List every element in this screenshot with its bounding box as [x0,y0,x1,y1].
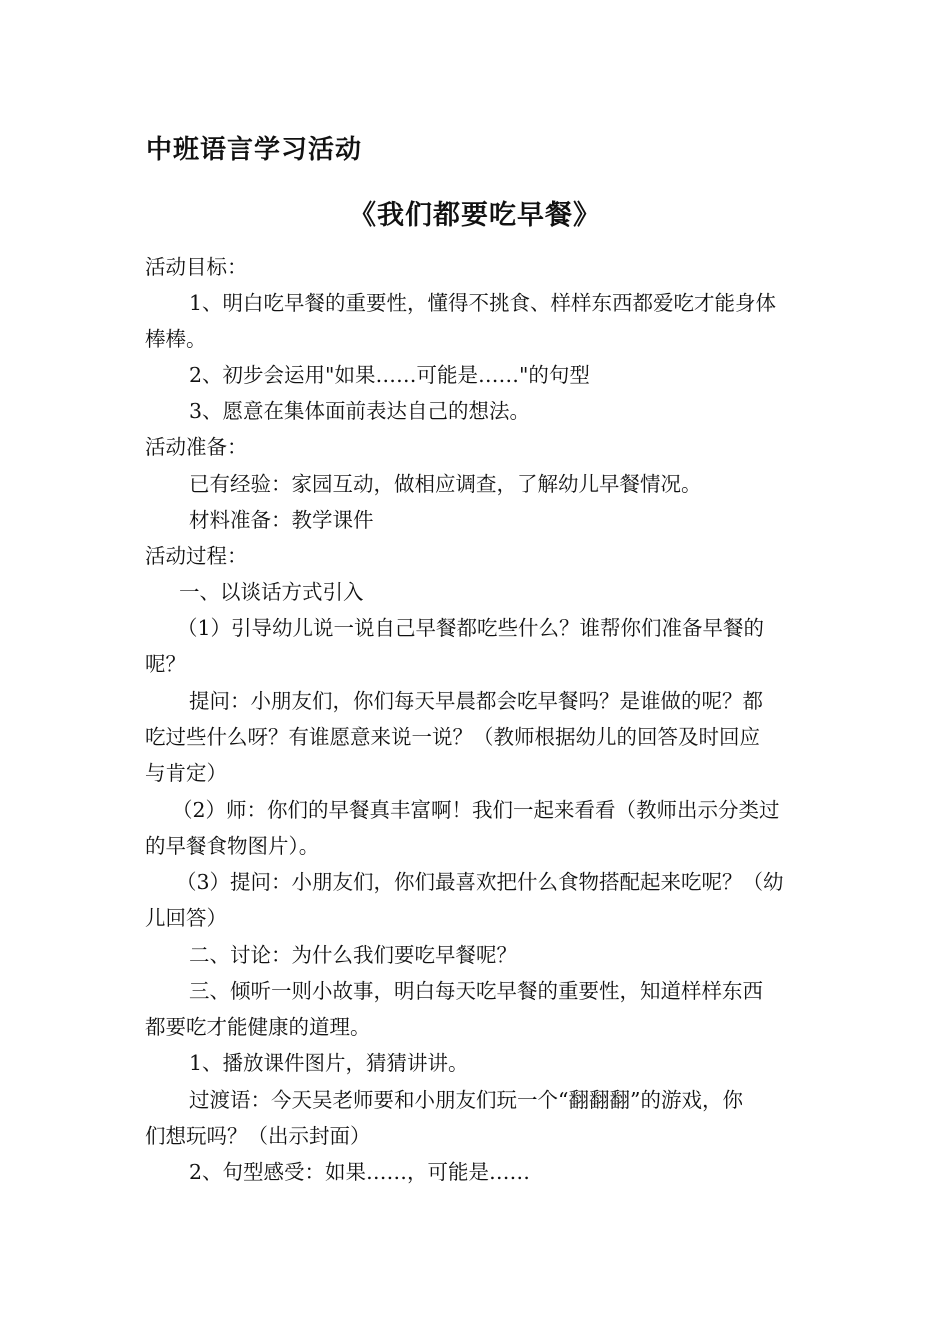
paragraph-line: 们想玩吗？（出示封面） [145,1124,371,1148]
paragraph-line: （1）引导幼儿说一说自己早餐都吃些什么？谁帮你们准备早餐的 [177,616,765,640]
paragraph-line: 的早餐食物图片）。 [145,834,320,858]
paragraph-line: 过渡语：今天吴老师要和小朋友们玩一个“翻翻翻”的游戏，你 [189,1088,743,1112]
paragraph-line: 儿回答） [145,906,227,930]
document-title: 《我们都要吃早餐》 [349,200,601,231]
paragraph-line: 提问：小朋友们，你们每天早晨都会吃早餐吗？是谁做的呢？都 [189,689,763,713]
document-heading: 中班语言学习活动 [146,135,363,165]
section-heading-goals: 活动目标： [145,255,248,279]
paragraph-line: 都要吃才能健康的道理。 [145,1015,371,1039]
paragraph-line: 材料准备：教学课件 [189,508,374,532]
paragraph-line: 已有经验：家园互动，做相应调查，了解幼儿早餐情况。 [189,472,702,496]
paragraph-line: 一、以谈话方式引入 [179,580,364,604]
section-heading-process: 活动过程： [145,544,248,568]
paragraph-line: 1、明白吃早餐的重要性，懂得不挑食、样样东西都爱吃才能身体 [189,291,777,315]
paragraph-line: 呢？ [145,652,186,676]
paragraph-line: 2、句型感受：如果……，可能是…… [189,1160,531,1184]
paragraph-line: 棒棒。 [145,327,207,351]
section-heading-preparation: 活动准备： [145,435,248,459]
paragraph-line: 3、愿意在集体面前表达自己的想法。 [189,399,531,423]
paragraph-line: 1、播放课件图片，猜猜讲讲。 [189,1051,469,1075]
paragraph-line: 二、讨论：为什么我们要吃早餐呢？ [189,943,517,967]
paragraph-line: 吃过些什么呀？有谁愿意来说一说？（教师根据幼儿的回答及时回应 [145,725,760,749]
paragraph-line: （2）师：你们的早餐真丰富啊！我们一起来看看（教师出示分类过 [172,798,780,822]
paragraph-line: （3）提问：小朋友们，你们最喜欢把什么食物搭配起来吃呢？（幼 [176,870,784,894]
paragraph-line: 与肯定） [145,761,227,785]
paragraph-line: 2、初步会运用"如果……可能是……"的句型 [189,363,590,387]
paragraph-line: 三、倾听一则小故事，明白每天吃早餐的重要性，知道样样东西 [189,979,763,1003]
